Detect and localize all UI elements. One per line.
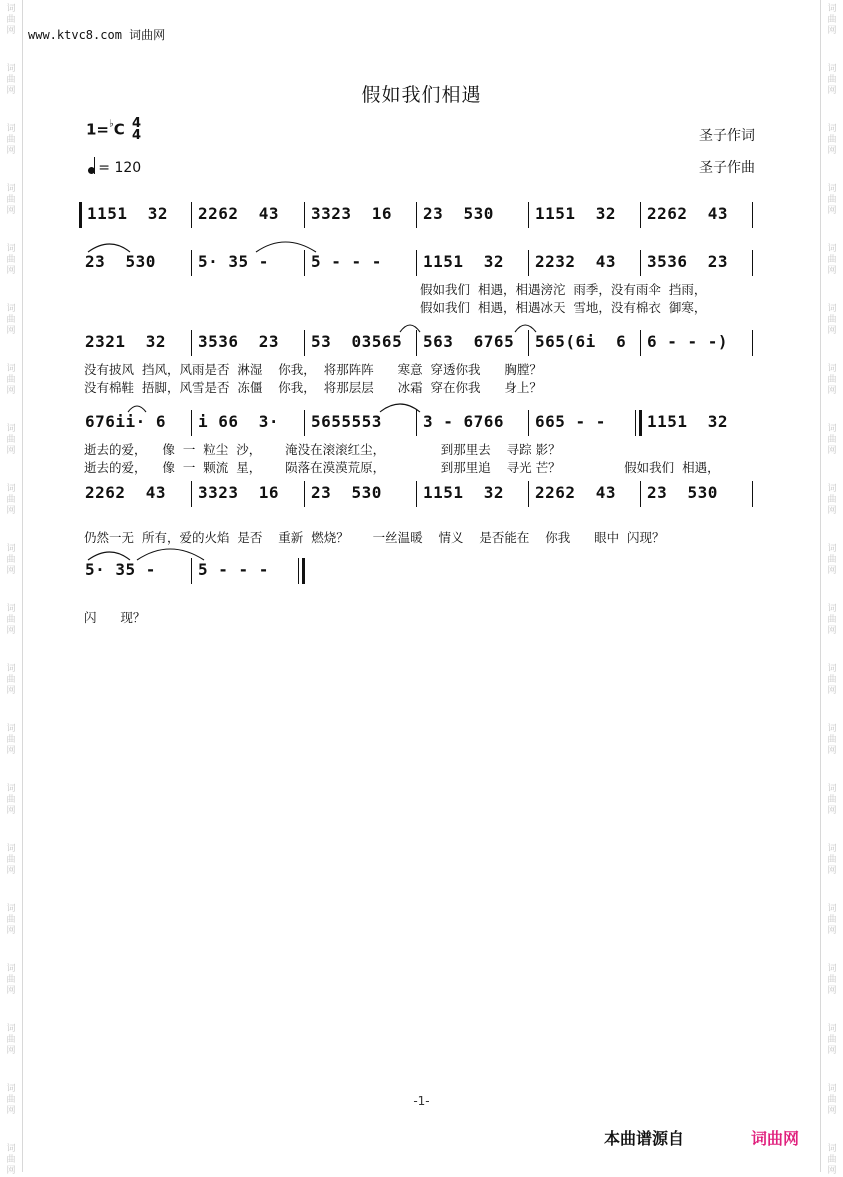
measure: 5 - - - xyxy=(311,252,382,271)
lyric-row-2-verse-2: 假如我们 相遇，相遇冰天 雪地，没有棉衣 御寒， xyxy=(420,300,707,315)
footer-brand-link[interactable]: 词曲网 xyxy=(751,1129,800,1148)
lyric-row-6-verse-1: 闪 现？ xyxy=(84,610,146,625)
watermark-text: 词 曲 网 xyxy=(6,364,16,396)
lyricist-credit: 圣子作词 xyxy=(699,128,755,144)
watermark-text: 词 曲 网 xyxy=(6,664,16,696)
measure: 23 530 xyxy=(647,483,718,502)
watermark-text: 词 曲 网 xyxy=(6,604,16,636)
watermark-text: 词 曲 网 xyxy=(827,964,837,996)
lyric-row-4-verse-1: 逝去的爱， 像 一 粒尘 沙， 淹没在滚滚红尘， 到那里去 寻踪 影？ xyxy=(84,442,561,457)
measure: 2262 43 xyxy=(198,204,280,223)
measure: 1151 32 xyxy=(423,252,505,271)
lyric-row-5-verse-1: 仍然一无 所有，爱的火焰 是否 重新 燃烧？ 一丝温暖 情义 是否能在 你我 眼中 闪现？ xyxy=(84,530,665,545)
slur xyxy=(88,552,130,560)
watermark-text: 词 曲 网 xyxy=(827,1084,837,1116)
measure: 2232 43 xyxy=(535,252,617,271)
measure: 2321 32 xyxy=(85,332,167,351)
slur xyxy=(128,406,146,412)
watermark-text: 词 曲 网 xyxy=(827,64,837,96)
watermark-text: 词 曲 网 xyxy=(827,904,837,936)
measure: 2262 43 xyxy=(85,483,167,502)
watermark-text: 词 曲 网 xyxy=(827,604,837,636)
footer-source-label: 本曲谱源自 xyxy=(604,1129,685,1148)
watermark-text: 词 曲 网 xyxy=(827,244,837,276)
watermark-text: 词 曲 网 xyxy=(827,664,837,696)
measure: 1151 32 xyxy=(535,204,617,223)
watermark-text: 词 曲 网 xyxy=(6,964,16,996)
watermark-text: 词 曲 网 xyxy=(827,1024,837,1056)
watermark-text: 词 曲 网 xyxy=(6,184,16,216)
watermark-text: 词 曲 网 xyxy=(6,64,16,96)
watermark-text: 词 曲 网 xyxy=(827,424,837,456)
watermark-text: 词 曲 网 xyxy=(6,724,16,756)
watermark-text: 词 曲 网 xyxy=(6,484,16,516)
composer-credit: 圣子作曲 xyxy=(699,160,755,176)
measure: 676ii· 6 xyxy=(85,412,167,431)
watermark-text: 词 曲 网 xyxy=(827,364,837,396)
flat-sign: ♭ xyxy=(109,118,114,130)
key-note: C xyxy=(113,120,125,139)
measure: 1151 32 xyxy=(87,204,169,223)
measure: 3536 23 xyxy=(647,252,729,271)
slur xyxy=(137,549,204,560)
watermark-text: 词 曲 网 xyxy=(6,424,16,456)
slur xyxy=(256,242,316,252)
watermark-text: 词 曲 网 xyxy=(827,544,837,576)
measure: 6 - - -) xyxy=(647,332,729,351)
watermark-text: 词 曲 网 xyxy=(6,244,16,276)
measure: 5 - - - xyxy=(198,560,269,579)
watermark-text: 词 曲 网 xyxy=(827,484,837,516)
page-number: -1- xyxy=(413,1094,430,1108)
watermark-text: 词 曲 网 xyxy=(827,1144,837,1176)
watermark-text: 词 曲 网 xyxy=(827,784,837,816)
site-name[interactable]: 词曲网 xyxy=(129,28,166,42)
slur xyxy=(400,325,420,332)
measure: 3 - 6766 xyxy=(423,412,505,431)
slur xyxy=(515,325,536,332)
measure: i 66 3· xyxy=(198,412,280,431)
watermark-text: 词 曲 网 xyxy=(6,1144,16,1176)
lyric-row-2-verse-1: 假如我们 相遇，相遇滂沱 雨季，没有雨伞 挡雨， xyxy=(420,282,707,297)
watermark-text: 词 曲 网 xyxy=(827,184,837,216)
watermark-text: 词 曲 网 xyxy=(6,1024,16,1056)
measure: 1151 32 xyxy=(423,483,505,502)
lyric-row-4-verse-2: 逝去的爱， 像 一 颗流 星， 陨落在漠漠荒原， 到那里追 寻光 芒？ 假如我们 相遇， xyxy=(84,460,720,475)
measure: 665 - - xyxy=(535,412,606,431)
watermark-text: 词 曲 网 xyxy=(827,724,837,756)
measure: 23 530 xyxy=(423,204,494,223)
watermark-text: 词 曲 网 xyxy=(827,304,837,336)
measure: 23 530 xyxy=(85,252,156,271)
watermark-text: 词 曲 网 xyxy=(6,844,16,876)
site-url[interactable]: www.ktvc8.com xyxy=(28,28,122,42)
watermark-text: 词 曲 网 xyxy=(6,304,16,336)
watermark-text: 词 曲 网 xyxy=(6,904,16,936)
song-title: 假如我们相遇 xyxy=(361,84,482,106)
measure: 3536 23 xyxy=(198,332,280,351)
lyric-row-3-verse-1: 没有披风 挡风，风雨是否 淋湿 你我， 将那阵阵 寒意 穿透你我 胸膛？ xyxy=(84,362,542,377)
watermark-text: 词 曲 网 xyxy=(6,4,16,36)
slur xyxy=(88,244,130,252)
watermark-text: 词 曲 网 xyxy=(6,124,16,156)
lyric-row-3-verse-2: 没有棉鞋 捂脚，风雪是否 冻僵 你我， 将那层层 冰霜 穿在你我 身上？ xyxy=(84,380,542,395)
time-top: 4 xyxy=(131,116,142,131)
time-bottom: 4 xyxy=(131,128,142,143)
measure: 3323 16 xyxy=(311,204,393,223)
measure: 563 6765 xyxy=(423,332,515,351)
watermark-text: 词 曲 网 xyxy=(6,1084,16,1116)
measure: 5· 35 - xyxy=(85,560,156,579)
measure: 5655553 xyxy=(311,412,382,431)
measure: 565(6i 6 xyxy=(535,332,627,351)
slur xyxy=(380,404,420,412)
measure: 3323 16 xyxy=(198,483,280,502)
key-prefix: 1= xyxy=(86,120,110,139)
measure: 2262 43 xyxy=(535,483,617,502)
measure: 53 03565 xyxy=(311,332,403,351)
measure: 1151 32 xyxy=(647,412,729,431)
measure: 2262 43 xyxy=(647,204,729,223)
tempo-value: = 120 xyxy=(98,160,142,176)
watermark-text: 词 曲 网 xyxy=(827,4,837,36)
measure: 5· 35 - xyxy=(198,252,269,271)
watermark-text: 词 曲 网 xyxy=(6,544,16,576)
watermark-text: 词 曲 网 xyxy=(6,784,16,816)
watermark-text: 词 曲 网 xyxy=(827,844,837,876)
measure: 23 530 xyxy=(311,483,382,502)
watermark-text: 词 曲 网 xyxy=(827,124,837,156)
